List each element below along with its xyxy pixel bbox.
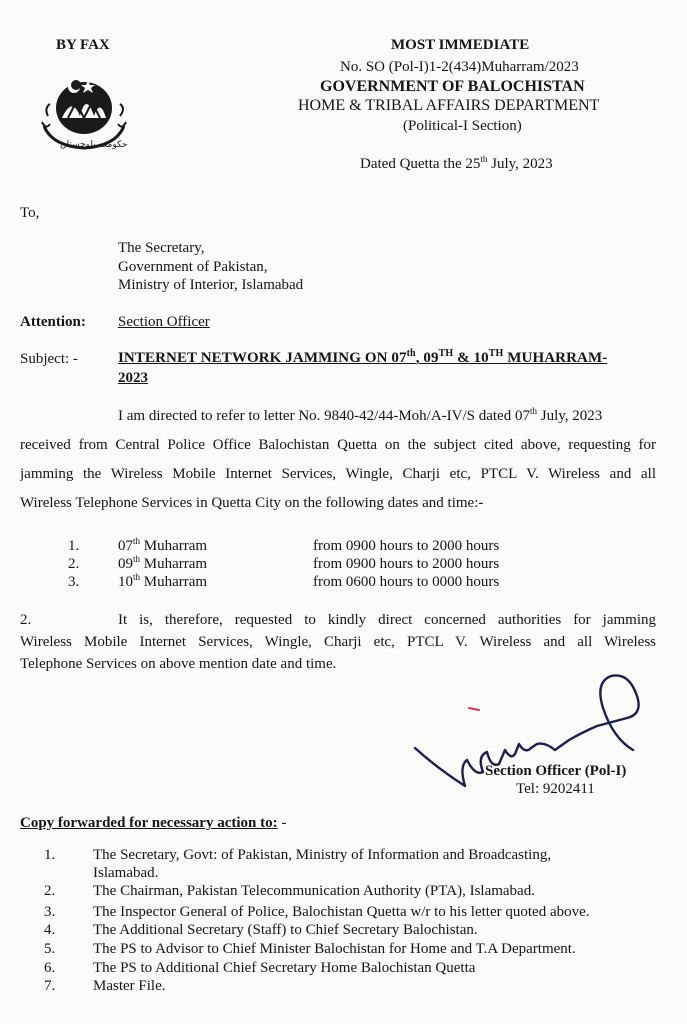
para1-line-4: Wireless Telephone Services in Quetta City on the following dates and time:- bbox=[20, 495, 484, 511]
attention-label: Attention: bbox=[20, 314, 86, 330]
signatory-phone: Tel: 9202411 bbox=[516, 781, 595, 797]
schedule-date: 10th Muharram bbox=[118, 572, 208, 590]
copy-item-num: 2. bbox=[44, 883, 56, 899]
schedule-time: from 0600 hours to 0000 hours bbox=[313, 574, 500, 590]
emblem-caption: حکومت بلوچستان bbox=[60, 140, 128, 150]
schedule-time: from 0900 hours to 2000 hours bbox=[313, 556, 500, 572]
copy-item-num: 3. bbox=[44, 904, 56, 920]
copy-item-num: 7. bbox=[44, 978, 56, 994]
para2-number: 2. bbox=[20, 612, 32, 628]
copy-heading: Copy forwarded for necessary action to: - bbox=[20, 815, 287, 831]
subject-text: INTERNET NETWORK JAMMING ON 07th, 09TH & 10TH MUHARRAM- bbox=[118, 348, 608, 366]
copy-item-num: 5. bbox=[44, 941, 56, 957]
schedule-date: 09th Muharram bbox=[118, 554, 208, 572]
copy-item-num: 1. bbox=[44, 847, 56, 863]
addressee-line-1: The Secretary, bbox=[118, 240, 205, 256]
addressee-line-2: Government of Pakistan, bbox=[118, 259, 268, 275]
copy-item-text: The Chairman, Pakistan Telecommunication Authority (PTA), Islamabad. bbox=[93, 883, 535, 899]
subject-label: Subject: - bbox=[20, 351, 78, 367]
para2-line-3: Telephone Services on above mention date and time. bbox=[20, 656, 337, 672]
copy-item-text: The Inspector General of Police, Balochistan Quetta w/r to his letter quoted above. bbox=[93, 904, 590, 920]
dated-line: Dated Quetta the 25th July, 2023 bbox=[360, 154, 553, 172]
copy-item-text: The PS to Advisor to Chief Minister Balochistan for Home and T.A Department. bbox=[93, 941, 576, 957]
priority-label: MOST IMMEDIATE bbox=[391, 37, 530, 53]
copy-item-text-cont: Islamabad. bbox=[93, 865, 159, 881]
subject-text-cont: 2023 bbox=[118, 370, 148, 386]
copy-item-text: Master File. bbox=[93, 978, 166, 994]
para1-line-1: I am directed to refer to letter No. 9840-42/44-Moh/A-IV/S dated 07th July, 2023 bbox=[118, 406, 603, 424]
to-label: To, bbox=[20, 205, 40, 221]
schedule-date: 07th Muharram bbox=[118, 536, 208, 554]
para1-line-3: jamming the Wireless Mobile Internet Services, Wingle, Charji etc, PTCL V. Wireless and all bbox=[20, 466, 656, 482]
copy-item-text: The Secretary, Govt: of Pakistan, Ministry of Information and Broadcasting, bbox=[93, 847, 552, 863]
schedule-num: 2. bbox=[68, 556, 80, 572]
section-title: (Political-I Section) bbox=[403, 118, 522, 134]
para2-line-2: Wireless Mobile Internet Services, Wingle, Charji etc, PTCL V. Wireless and all Wireless bbox=[20, 634, 656, 650]
schedule-num: 3. bbox=[68, 574, 80, 590]
reference-number: No. SO (Pol-I)1-2(434)Muharram/2023 bbox=[340, 59, 579, 75]
copy-item-text: The Additional Secretary (Staff) to Chief Secretary Balochistan. bbox=[93, 922, 478, 938]
balochistan-emblem bbox=[38, 68, 130, 156]
copy-item-text: The PS to Additional Chief Secretary Home Balochistan Quetta bbox=[93, 960, 476, 976]
addressee-line-3: Ministry of Interior, Islamabad bbox=[118, 277, 304, 293]
signatory-title: Section Officer (Pol-I) bbox=[485, 763, 627, 779]
government-title: GOVERNMENT OF BALOCHISTAN bbox=[320, 78, 585, 95]
copy-item-num: 4. bbox=[44, 922, 56, 938]
attention-value: Section Officer bbox=[118, 314, 210, 330]
by-fax-label: BY FAX bbox=[56, 37, 110, 53]
para2-line-1: It is, therefore, requested to kindly direct concerned authorities for jamming bbox=[118, 612, 656, 628]
copy-item-num: 6. bbox=[44, 960, 56, 976]
department-title: HOME & TRIBAL AFFAIRS DEPARTMENT bbox=[298, 97, 600, 114]
schedule-num: 1. bbox=[68, 538, 80, 554]
schedule-time: from 0900 hours to 2000 hours bbox=[313, 538, 500, 554]
para1-line-2: received from Central Police Office Balochistan Quetta on the subject cited above, requesting for bbox=[20, 437, 656, 453]
